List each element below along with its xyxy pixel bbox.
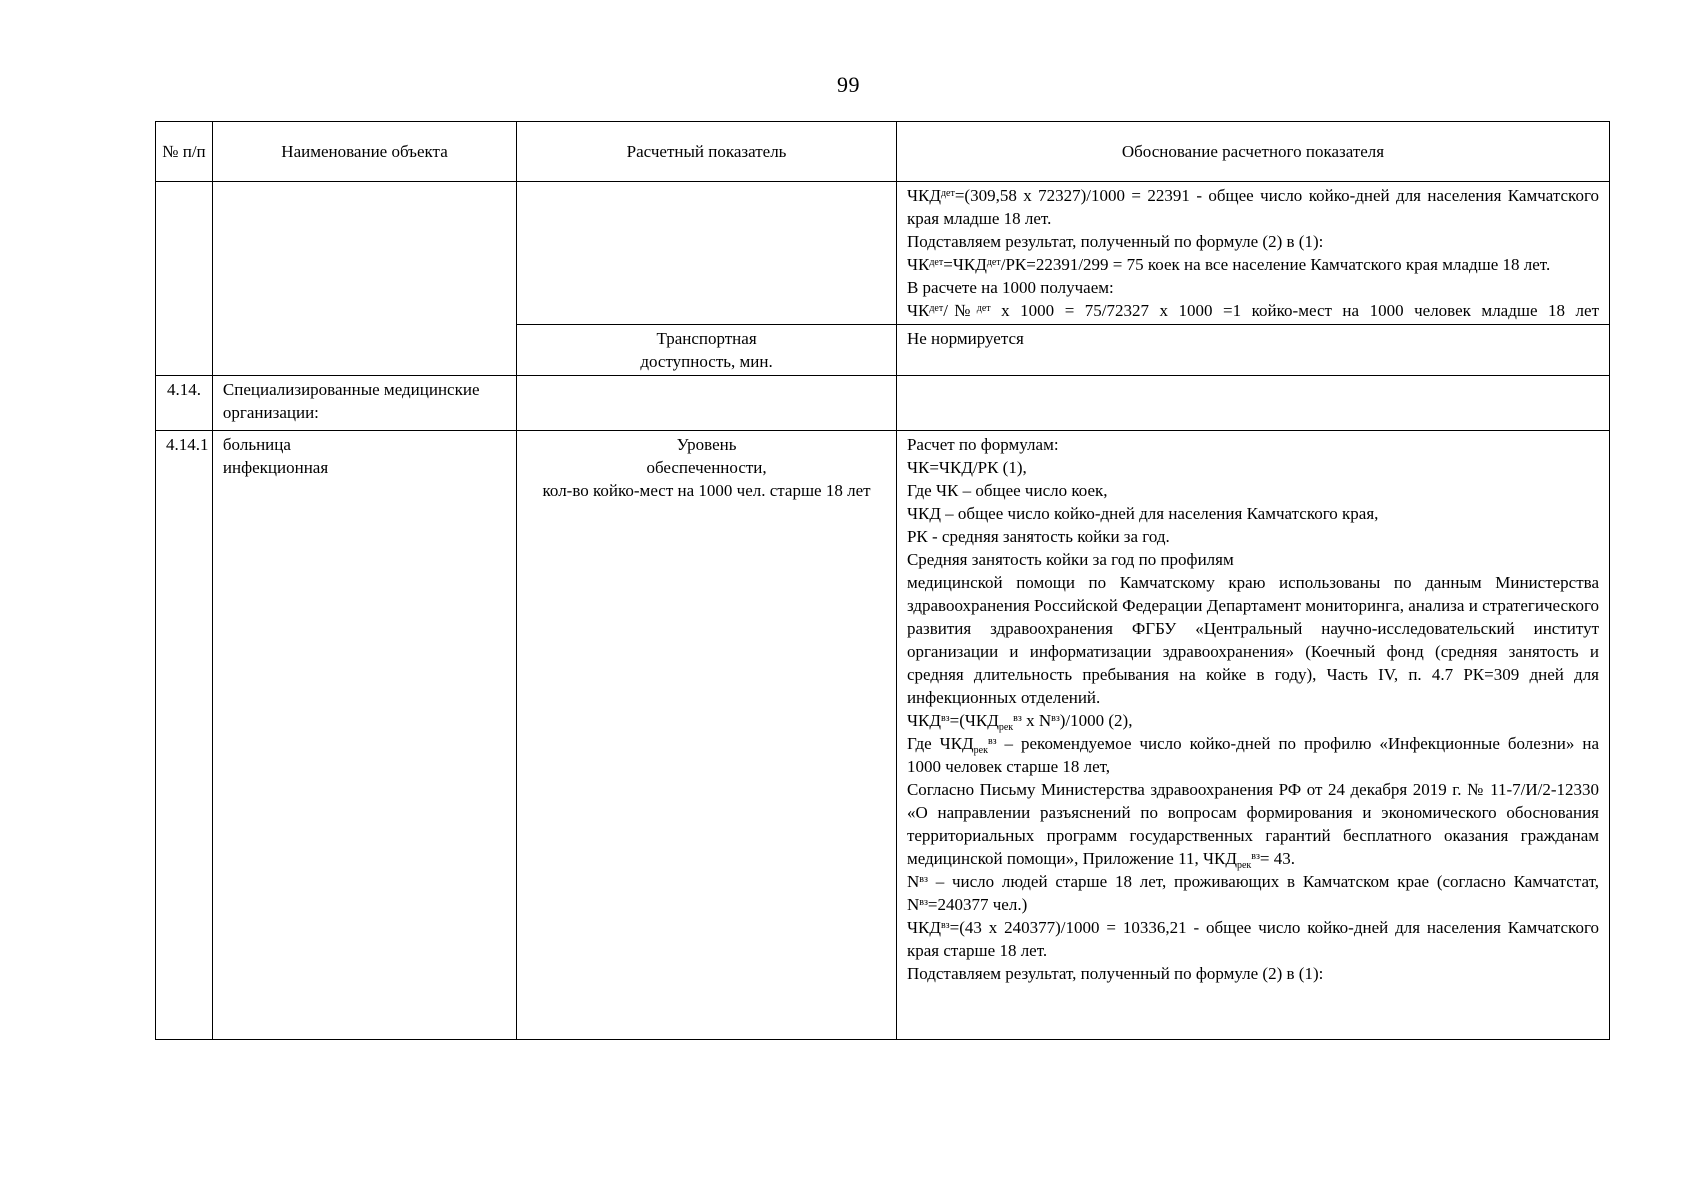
justification-line: $ЧК^{дет}=ЧКД^{дет}/РК=22391/299 = 75$ коек на все население Камчатского края младше 18 лет. [906,255,1551,274]
cell-justification-transport: Не нормируется [896,325,1609,376]
name-line: инфекционная [222,458,329,477]
cell-indicator-empty [517,182,897,325]
justification-line: Где $ЧКД_{рек}^{вз}$ – рекомендуемое число койко-дней по профилю «Инфекционные болезни» на 1000 человек старше 18 лет, [906,734,1599,776]
cell-indicator-transport: Транспортная доступность, мин. [517,325,897,376]
header-num: № п/п [156,122,213,182]
justification-line: $ЧКД^{дет}=(309,58$ х 72327)/1000 = 22391 - общее число койко-дней для населения Камчатского края младше 18 лет. [906,186,1599,228]
cell-name-empty [212,182,516,376]
justification-line: Согласно Письму Министерства здравоохранения РФ от 24 декабря 2019 г. № 11-7/И/2-12330 «О направлении разъяснений по вопросам формирования и экономического обоснования территориальных программ государственных гарантий бесплатного оказания гражданам медицинской помощи», Приложение 11, $ЧКД_{рек}^{вз}= 43$. [906,780,1599,871]
cell-justification-4-14 [896,376,1609,431]
cell-num-4-14-1: 4.14.1 [156,431,213,1040]
header-name: Наименование объекта [212,122,516,182]
cell-justification-continuation [896,182,1609,325]
page-number: 99 [837,72,860,97]
table-row-4-14 [156,376,1610,431]
justification-line: $ЧК^{дет}/№^{дет}$ х 1000 = 75/72327 х 1000 =1 койко-мест на 1000 человек младше 18 лет [906,301,1599,320]
cell-num-4-14: 4.14. [156,376,213,431]
justification-line: Подставляем результат, полученный по формуле (2) в (1): [906,964,1324,983]
cell-name-4-14-1 [212,431,516,1040]
indicator-line: кол-во койко-мест на 1000 чел. старше 18 лет [542,481,871,500]
justification-line: Подставляем результат, полученный по формуле (2) в (1): [906,232,1324,251]
cell-justification-4-14-1 [896,431,1609,1040]
indicator-line: обеспеченности, [646,458,767,477]
cell-indicator-4-14-1 [517,431,897,1040]
norms-table [155,121,1610,1040]
cell-num-empty [156,182,213,376]
name-line: больница [222,435,291,454]
justification-line: $ЧКД^{вз}=(ЧКД_{рек}^{вз}$ х $N^{вз})/1000$ (2), [906,711,1133,733]
justification-line: Где ЧК – общее число коек, [906,481,1108,500]
indicator-line: Уровень [676,435,737,454]
cell-name-4-14: Специализированные медицинские организации: [212,376,516,431]
table-row-continuation [156,182,1610,325]
justification-line: РК - средняя занятость койки за год. [906,527,1170,546]
justification-line: Расчет по формулам: [906,435,1059,454]
justification-line: $N^{вз}$ – число людей старше 18 лет, проживающих в Камчатском крае (согласно Камчатстат, $N^{вз}=240377$ чел.) [906,872,1599,914]
header-indicator: Расчетный показатель [517,122,897,182]
justification-line: В расчете на 1000 получаем: [906,278,1114,297]
justification-line: Средняя занятость койки за год по профилям [906,550,1234,569]
justification-line: $ЧКД^{вз}=(43$ х 240377)/1000 = 10336,21 - общее число койко-дней для населения Камчатского края старше 18 лет. [906,918,1599,960]
justification-line: медицинской помощи по Камчатскому краю использованы по данным Министерства здравоохранения Российской Федерации Департамент мониторинга, анализа и стратегического развития здравоохранения ФГБУ «Центральный научно-исследовательский институт организации и информатизации здравоохранения» (Коечный фонд (средняя занятость и средняя длительность пребывания на койке в году), Часть IV, п. 4.7 РК=309 дней для инфекционных отделений. [906,573,1599,707]
cell-indicator-4-14 [517,376,897,431]
justification-line: ЧКД – общее число койко-дней для населения Камчатского края, [906,504,1379,523]
table-row-4-14-1 [156,431,1610,1040]
table-header-row [156,122,1610,182]
header-justification: Обоснование расчетного показателя [896,122,1609,182]
justification-line: ЧК=ЧКД/РК (1), [906,458,1027,477]
